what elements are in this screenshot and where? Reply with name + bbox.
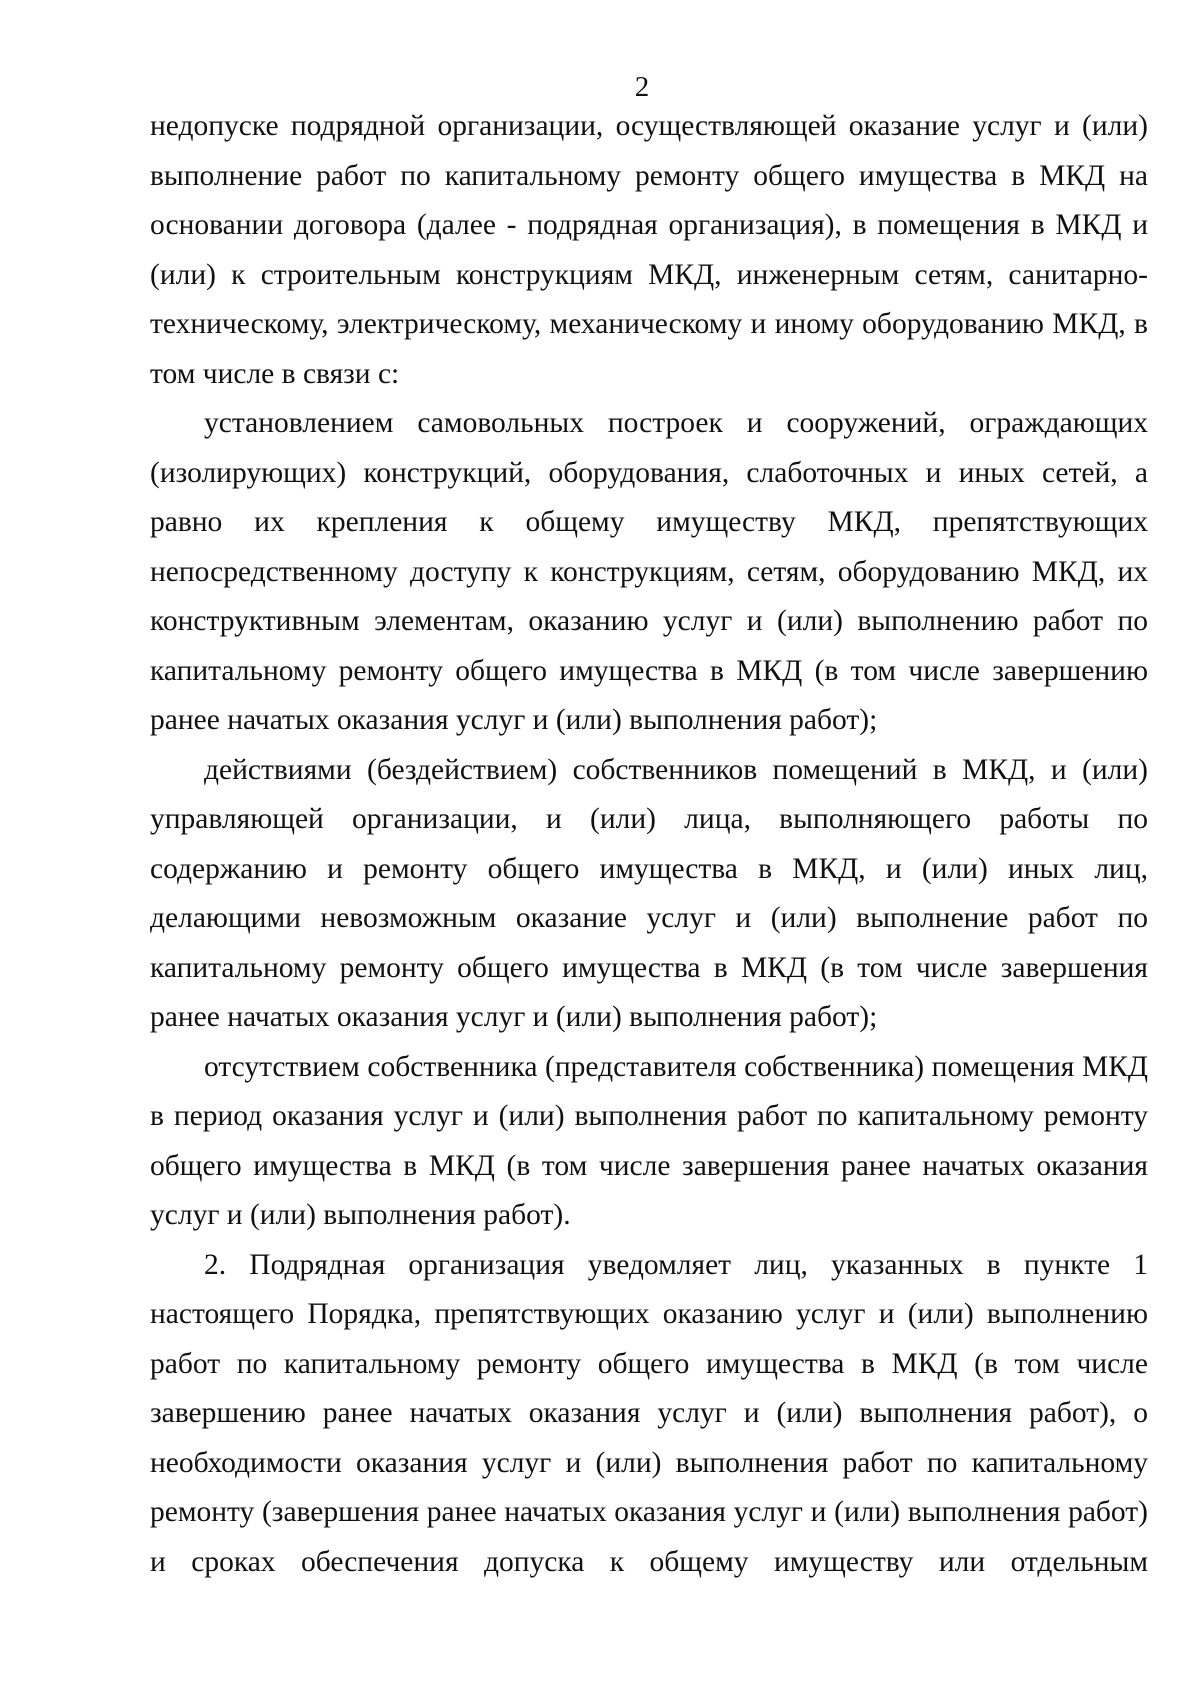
paragraph-continuation: недопуске подрядной организации, осуществляющей оказание услуг и (или) выполнение работ по капитальному ремонту общего имущества в МКД на основании договора (далее - подрядная организация), в помещения в МКД и (или) к строительным конструкциям МКД, инженерным сетям, санитарно-техническому, электрическому, механическому и иному оборудованию МКД, в том числе в связи с:	[150, 110, 1148, 390]
page-number: 2	[634, 71, 650, 103]
document-body	[150, 102, 1148, 1587]
paragraph-item-2: 2. Подрядная организация уведомляет лиц, указанных в пункте 1 настоящего Порядка, препятствующих оказанию услуг и (или) выполнению работ по капитальному ремонту общего имущества в МКД (в том числе завершению ранее начатых оказания услуг и (или) выполнения работ), о необходимости оказания услуг и (или) выполнения работ по капитальному ремонту (завершения ранее начатых оказания услуг и (или) выполнения работ) и сроках обеспечения допуска к общему имуществу или отдельным	[150, 1248, 1148, 1578]
paragraph-owner-absence: отсутствием собственника (представителя собственника) помещения МКД в период оказания услуг и (или) выполнения работ по капитальному ремонту общего имущества в МКД (в том числе завершения ранее начатых оказания услуг и (или) выполнения работ).	[150, 1050, 1148, 1231]
paragraph-unauthorized-structures: установлением самовольных построек и сооружений, ограждающих (изолирующих) конструкций, оборудования, слаботочных и иных сетей, а равно их крепления к общему имуществу МКД, препятствующих непосредственному доступу к конструкциям, сетям, оборудованию МКД, их конструктивным элементам, оказанию услуг и (или) выполнению работ по капитальному ремонту общего имущества в МКД (в том числе завершению ранее начатых оказания услуг и (или) выполнения работ);	[150, 407, 1148, 736]
paragraph-owner-actions: действиями (бездействием) собственников помещений в МКД, и (или) управляющей организации, и (или) лица, выполняющего работы по содержанию и ремонту общего имущества в МКД, и (или) иных лиц, делающими невозможным оказание услуг и (или) выполнение работ по капитальному ремонту общего имущества в МКД (в том числе завершения ранее начатых оказания услуг и (или) выполнения работ);	[150, 753, 1148, 1033]
